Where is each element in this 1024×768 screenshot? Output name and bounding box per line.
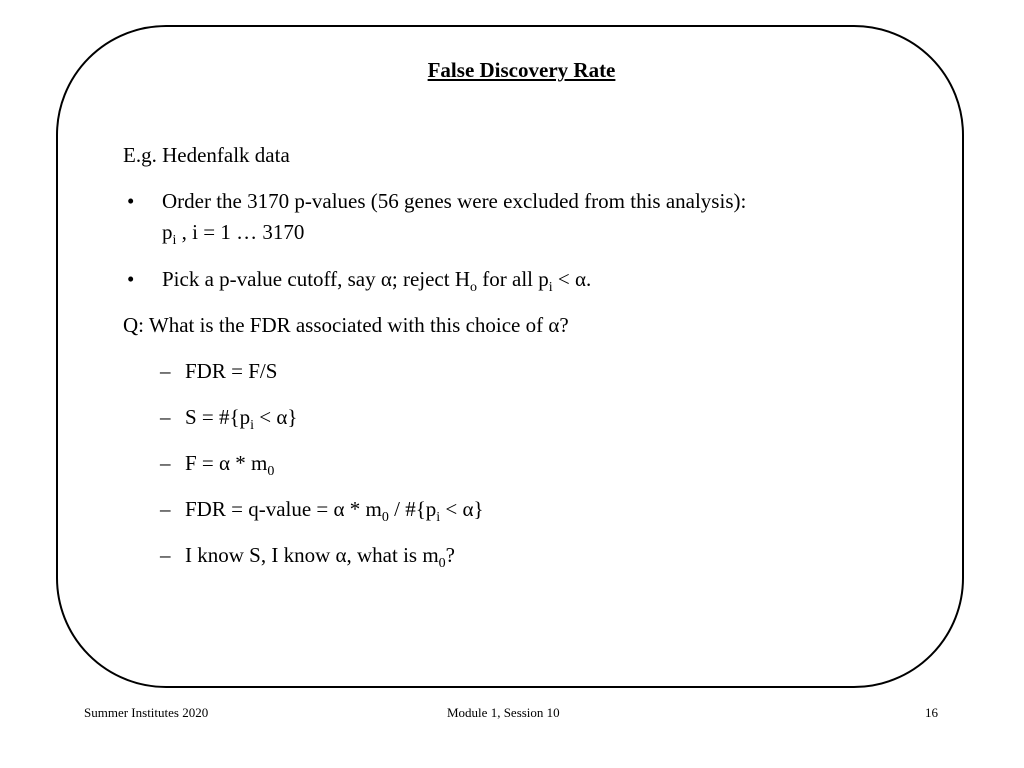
bullet-1-line-2: $p_i$ , i = 1 … 3170 [162,220,305,248]
footer-center: Module 1, Session 10 [447,705,560,720]
page-number: 16 [925,705,938,720]
dash-marker: – [160,405,171,429]
dash-marker: – [160,359,171,383]
subitem-f-definition: $F = \alpha * m_0$ [185,451,275,479]
dash-marker: – [160,451,171,475]
bullet-2-text: Pick a p-value cutoff, say α; reject $H_o$ for all $p_i < \alpha$. [162,267,592,295]
bullet-marker: • [127,189,135,213]
subitem-fdr-definition: FDR = F/S [185,359,278,383]
dash-marker: – [160,497,171,521]
slide-frame [56,25,964,688]
subitem-m0-question: I know S, I know α, what is $m_0$? [185,543,455,571]
bullet-1-line-1: Order the 3170 p-values (56 genes were excluded from this analysis): [162,189,747,213]
subitem-q-value: FDR = q-value = α * $m_0$ / $\#\{p_i < \alpha\}$ [185,497,484,525]
bullet-marker: • [127,267,135,291]
footer-left: Summer Institutes 2020 [84,705,209,720]
dash-marker: – [160,543,171,567]
subitem-s-definition: $S = \#\{p_i < \alpha\}$ [185,405,298,433]
slide-title: False Discovery Rate [427,58,616,82]
question-text: Q: What is the FDR associated with this choice of α? [123,313,569,337]
intro-text: E.g. Hedenfalk data [123,143,290,167]
